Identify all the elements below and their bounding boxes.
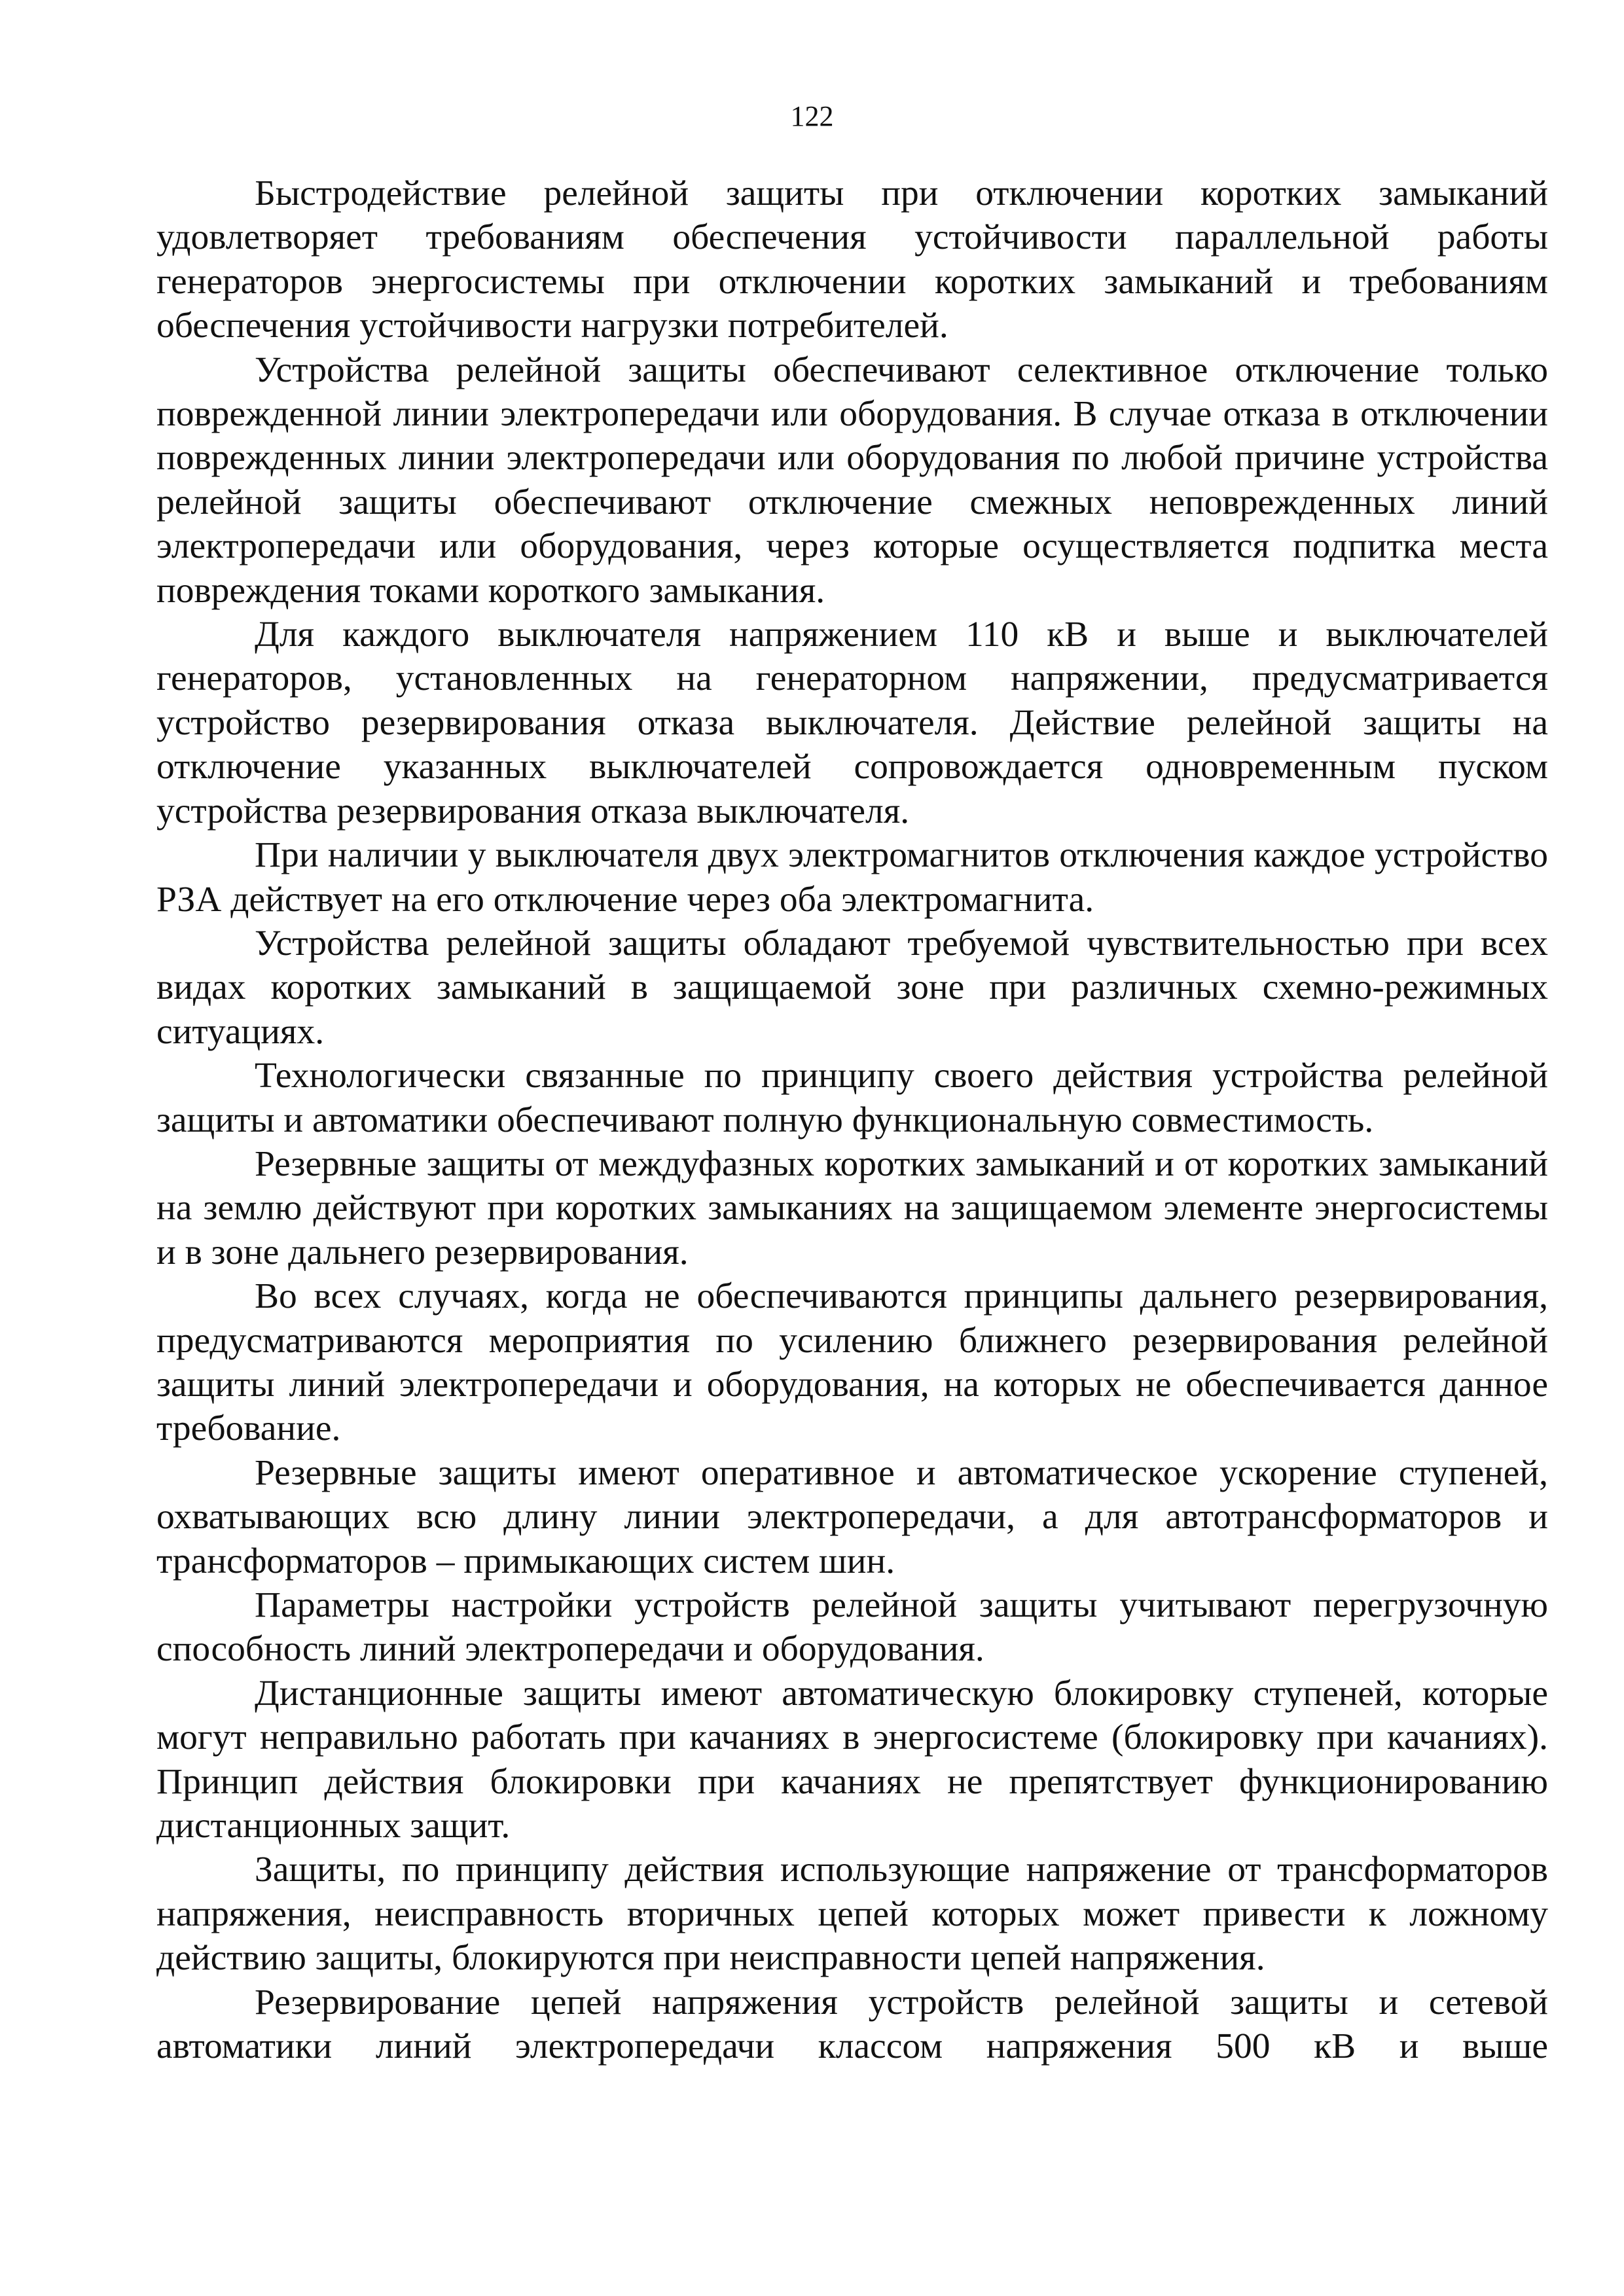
- document-body: [156, 171, 1548, 2068]
- paragraph-electromagnets: При наличии у выключателя двух электромагнитов отключения каждое устройство РЗА действует на его отключение через оба электромагнита.: [156, 835, 1548, 920]
- paragraph-voltage-redundancy: Резервирование цепей напряжения устройств релейной защиты и сетевой автоматики линий электропередачи классом напряжения 500 кВ и выше: [156, 1982, 1548, 2067]
- paragraph-sensitivity: Устройства релейной защиты обладают требуемой чувствительностью при всех видах коротких замыканий в защищаемой зоне при различных схемно-режимных ситуациях.: [156, 923, 1548, 1052]
- paragraph-breaker-failure: Для каждого выключателя напряжением 110 кВ и выше и выключателей генераторов, установленных на генераторном напряжении, предусматривается устройство резервирования отказа выключателя. Действие релейной защиты на отключение указанных выключателей сопровождается одновременным пуском устройства резервирования отказа выключателя.: [156, 615, 1548, 831]
- paragraph-speed: Быстродействие релейной защиты при отключении коротких замыканий удовлетворяет требованиям обеспечения устойчивости параллельной работы генераторов энергосистемы при отключении коротких замыканий и требованиям обеспечения устойчивости нагрузки потребителей.: [156, 173, 1548, 346]
- paragraph-distance-protection: Дистанционные защиты имеют автоматическую блокировку ступеней, которые могут неправильно работать при качаниях в энергосистеме (блокировку при качаниях). Принцип действия блокировки при качаниях не препятствует функционированию дистанционных защит.: [156, 1673, 1548, 1846]
- paragraph-acceleration: Резервные защиты имеют оперативное и автоматическое ускорение ступеней, охватывающих всю длину линии электропередачи, а для автотрансформаторов и трансформаторов – примыкающих систем шин.: [156, 1452, 1548, 1581]
- paragraph-remote-backup: Во всех случаях, когда не обеспечиваются принципы дальнего резервирования, предусматриваются мероприятия по усилению ближнего резервирования релейной защиты линий электропередачи и оборудования, на которых не обеспечивается данное требование.: [156, 1276, 1548, 1449]
- paragraph-selectivity: Устройства релейной защиты обеспечивают селективное отключение только поврежденной линии электропередачи или оборудования. В случае отказа в отключении поврежденных линии электропередачи или оборудования по любой причине устройства релейной защиты обеспечивают отключение смежных неповрежденных линий электропередачи или оборудования, через которые осуществляется подпитка места повреждения токами короткого замыкания.: [156, 350, 1548, 611]
- paragraph-voltage-blocking: Защиты, по принципу действия использующие напряжение от трансформаторов напряжения, неисправность вторичных цепей которых может привести к ложному действию защиты, блокируются при неисправности цепей напряжения.: [156, 1850, 1548, 1979]
- paragraph-overload: Параметры настройки устройств релейной защиты учитывают перегрузочную способность линий электропередачи и оборудования.: [156, 1585, 1548, 1670]
- paragraph-compatibility: Технологически связанные по принципу своего действия устройства релейной защиты и автоматики обеспечивают полную функциональную совместимость.: [156, 1056, 1548, 1140]
- paragraph-backup-protection: Резервные защиты от междуфазных коротких замыканий и от коротких замыканий на землю действуют при коротких замыканиях на защищаемом элементе энергосистемы и в зоне дальнего резервирования.: [156, 1143, 1548, 1272]
- page-number: 122: [790, 100, 834, 132]
